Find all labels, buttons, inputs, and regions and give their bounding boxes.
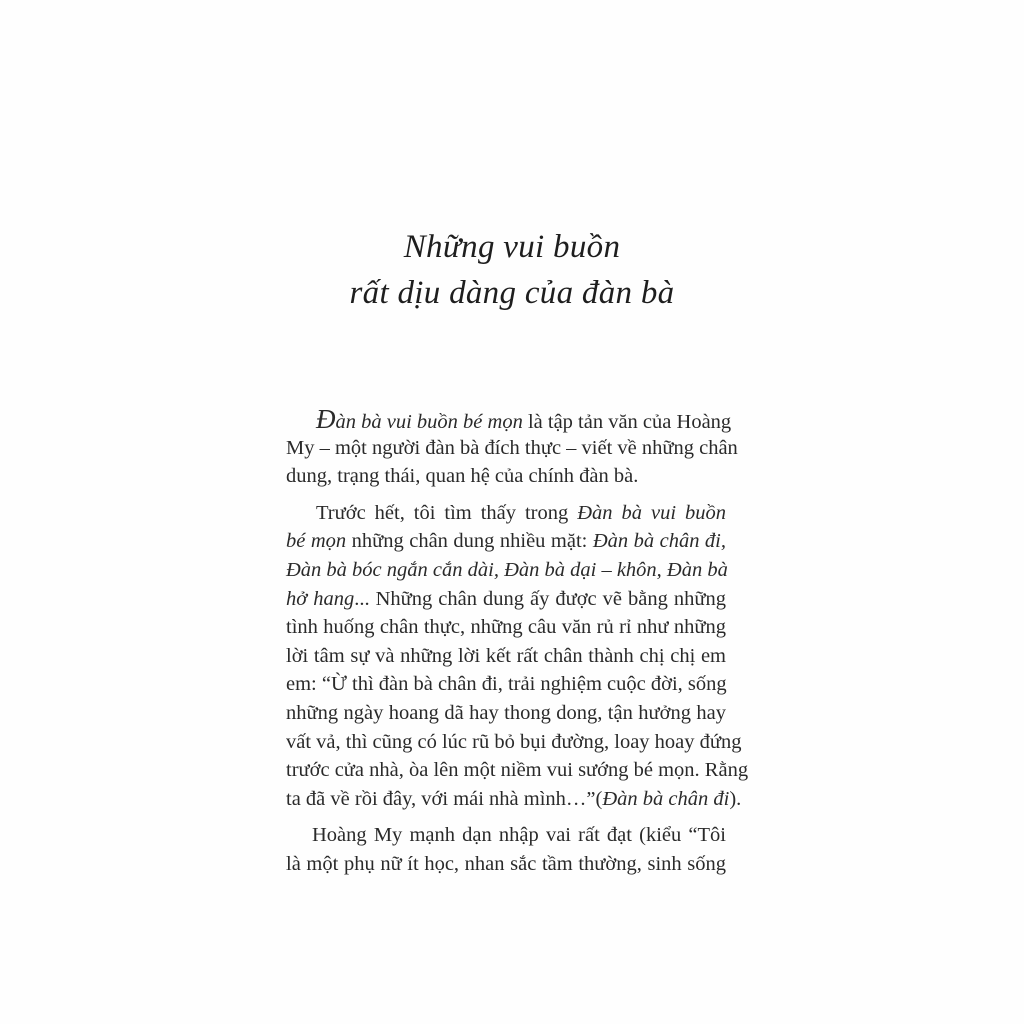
text-line (286, 585, 726, 614)
text-line (286, 756, 749, 785)
text-line (286, 642, 726, 671)
paragraph (286, 404, 738, 491)
text-line (286, 728, 742, 757)
text-line (286, 821, 726, 850)
chapter-title-line-2: rất dịu dàng của đàn bà (349, 275, 675, 311)
text: Trước hết, tôi tìm thấy trong (316, 501, 578, 524)
text: vất vả, thì cũng có lúc rũ bỏ bụi đường, loay hoay đứng (286, 730, 742, 753)
text: những chân dung nhiều mặt: (346, 530, 593, 553)
paragraph (286, 499, 749, 814)
text-line (286, 850, 726, 879)
paragraph (286, 821, 726, 878)
text: ). (729, 787, 742, 810)
italic-text: hở hang (286, 587, 355, 610)
italic-text: Đàn bà vui buồn (577, 501, 726, 524)
text: em: “Ừ thì đàn bà chân đi, trải nghiệm cuộc đời, sống (286, 673, 727, 696)
text-line (286, 699, 726, 728)
italic-text: Đàn bà chân đi (602, 787, 730, 810)
text-line (286, 434, 738, 463)
text: Hoàng My mạnh dạn nhập vai rất đạt (kiểu “Tôi (312, 824, 726, 847)
chapter-title (262, 224, 762, 316)
text: là tập tản văn của Hoàng (522, 411, 732, 433)
text: tình huống chân thực, những câu văn rủ rỉ như những (286, 616, 726, 639)
text: ... Những chân dung ấy được vẽ bằng những (354, 587, 726, 610)
text-line (286, 613, 726, 642)
chapter-title-line-1: Những vui buồn (403, 229, 621, 265)
text: những ngày hoang dã hay thong dong, tận hưởng hay (286, 701, 726, 724)
body-text (286, 404, 749, 879)
text: ta đã về rồi đây, với mái nhà mình…”( (286, 787, 603, 810)
text: lời tâm sự và những lời kết rất chân thành chị chị em (286, 644, 726, 667)
italic-text: bé mọn (286, 530, 347, 553)
text: My – một người đàn bà đích thực – viết về những chân (286, 436, 738, 459)
text-line (286, 556, 726, 585)
text: trước cửa nhà, òa lên một niềm vui sướng bé mọn. Rằng (286, 759, 749, 782)
text-line (286, 670, 726, 699)
text: dung, trạng thái, quan hệ của chính đàn bà. (286, 465, 639, 488)
italic-text: Đàn bà vui buồn bé mọn (316, 404, 523, 434)
text-line (286, 785, 742, 814)
text-line (286, 527, 726, 556)
italic-text: Đàn bà chân đi, (592, 530, 726, 553)
text-line (286, 404, 732, 434)
text: là một phụ nữ ít học, nhan sắc tầm thường, sinh sống (286, 852, 726, 875)
italic-text: Đàn bà bóc ngắn cắn dài, Đàn bà dại – khôn, Đàn bà (286, 558, 728, 581)
text-line (286, 462, 726, 491)
text-line (286, 499, 726, 528)
